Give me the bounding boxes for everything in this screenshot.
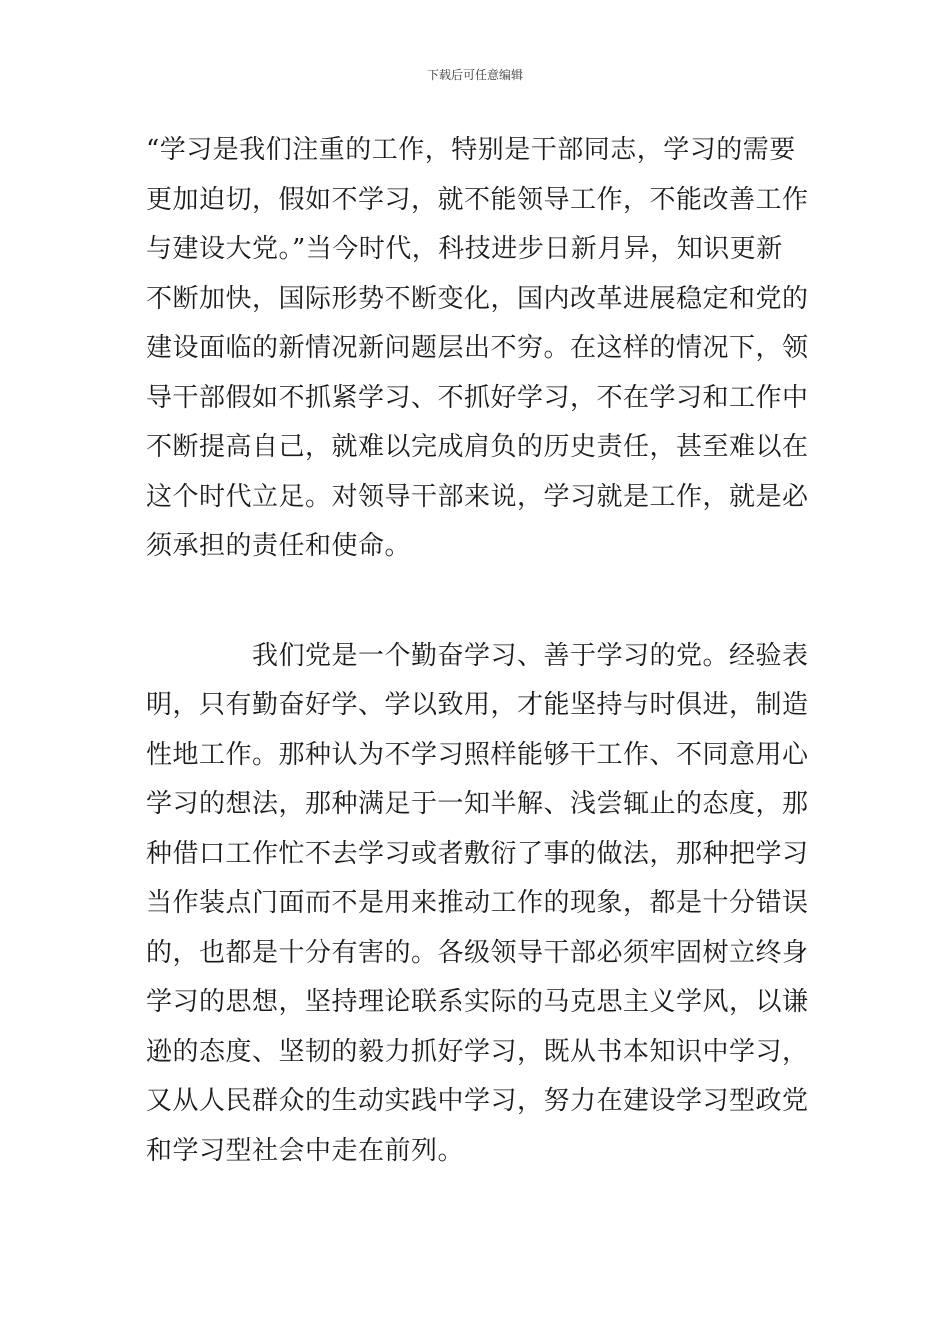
text-line: 又从人民群众的生动实践中学习，努力在建设学习型政党	[146, 1086, 809, 1116]
text-line: 当作装点门面而不是用来推动工作的现象，都是十分错误	[146, 888, 809, 918]
text-line: 不断加快，国际形势不断变化，国内改革进展稳定和党的	[146, 283, 809, 314]
text-line: 不断提高自己，就难以完成肩负的历史责任，甚至难以在	[146, 432, 809, 462]
paragraph-2	[146, 632, 808, 1177]
text-line: 的，也都是十分有害的。各级领导干部必须牢固树立终身	[146, 937, 809, 968]
text-line: 更加迫切，假如不学习，就不能领导工作，不能改善工作	[146, 184, 809, 215]
text-line: 明，只有勤奋好学、学以致用，才能坚持与时俱进，制造	[146, 690, 809, 720]
text-line: 我们党是一个勤奋学习、善于学习的党。经验表	[252, 640, 809, 671]
text-line: “学习是我们注重的工作，特别是干部同志，学习的需要	[146, 135, 796, 165]
text-line: 逊的态度、坚韧的毅力抓好学习，既从书本知识中学习，	[146, 1036, 809, 1067]
text-line: 性地工作。那种认为不学习照样能够干工作、不同意用心	[146, 739, 809, 770]
text-line: 种借口工作忙不去学习或者敷衍了事的做法，那种把学习	[146, 838, 809, 869]
paragraph-spacer	[146, 572, 808, 632]
text-line: 学习的想法，那种满足于一知半解、浅尝辄止的态度，那	[146, 789, 809, 819]
document-body	[146, 126, 808, 1176]
text-line: 学习的思想，坚持理论联系实际的马克思主义学风，以谦	[146, 987, 809, 1017]
text-line: 建设面临的新情况新问题层出不穷。在这样的情况下，领	[146, 333, 809, 363]
page-header-note: 下载后可任意编辑	[426, 68, 523, 82]
text-line: 与建设大党。”当今时代，科技进步日新月异，知识更新	[146, 234, 783, 264]
text-line: 和学习型社会中走在前列。	[146, 1135, 465, 1166]
text-line: 须承担的责任和使命。	[146, 531, 412, 561]
text-line: 导干部假如不抓紧学习、不抓好学习，不在学习和工作中	[146, 382, 809, 413]
paragraph-1	[146, 126, 808, 572]
text-line: 这个时代立足。对领导干部来说，学习就是工作，就是必	[146, 481, 809, 512]
